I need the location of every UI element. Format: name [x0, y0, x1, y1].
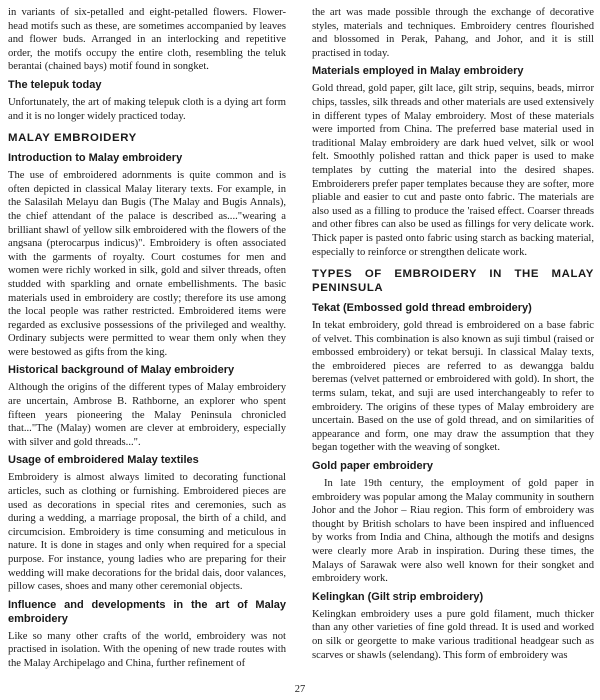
- kelingkan-paragraph: Kelingkan embroidery uses a pure gold filament, much thicker than any other varieties of fine gold thread. It is used and worked on silk or georgette to make various traditional headgear such as scarves or shawls (selendang). This form of embroidery was: [312, 608, 594, 661]
- heading-kelingkan: Kelingkan (Gilt strip embroidery): [312, 590, 484, 603]
- section-heading-malay-embroidery: MALAY EMBROIDERY: [8, 132, 137, 145]
- heading-usage: Usage of embroidered Malay textiles: [8, 454, 199, 467]
- right-column: [312, 6, 594, 665]
- heading-telepuk-today: The telepuk today: [8, 78, 102, 91]
- materials-paragraph: Gold thread, gold paper, gilt lace, gilt strip, sequins, beads, mirror chips, tassles, silk threads and other materials are used extensively in different types of Malay embroidery. Most of these materials were imported from China. The preferred base material used in traditional Malay embroidery are dark hued velvet, silk or wool felt. Smoothly polished rattan and thick paper is used to make templates by cutting the material into the desired shapes. Embroiderers prefer paper templates because they are softer, more pliable and easier to cut and paste onto fabric. The materials are also used as a filling to produce the 'raised effect. Coarser threads and other fibres can also be used as fillings for very delicate work. Thick paper is pasted onto fabric using starch as backing material, especially to reinforce or strengthen delicate work.: [312, 83, 594, 258]
- heading-materials: Materials employed in Malay embroidery: [312, 65, 524, 78]
- heading-introduction: Introduction to Malay embroidery: [8, 152, 183, 165]
- telepuk-paragraph: Unfortunately, the art of making telepuk cloth is a dying art form and it is no longer widely practiced today.: [8, 96, 286, 122]
- usage-paragraph: Embroidery is almost always limited to decorating functional articles, such as clothing or furnishing. Embroidered pieces are used as decorations in special rites and ceremonies, such as during a wedding, a marriage proposal, the birth of a child, and circumcision. Embroidery is time consuming and meticulous in nature. It is done in stages and only when required for a special purpose. For instance, young ladies who are preparing for their wedding will make decorations for the bridal dais, door valances, pillow cases, shoes and many other ceremonial objects.: [8, 472, 286, 593]
- heading-influence: Influence and developments in the art of Malay embroidery: [8, 598, 286, 625]
- intro-paragraph: in variants of six-petalled and eight-petalled flowers. Flower-head motifs such as these, are sometimes accompanied by leaves and flower buds. Arranged in an interlocking and repetitive order, the motifs occupy the entire cloth, resembling the teluk berantai (chained bays) motif found in songket.: [8, 7, 286, 73]
- gold-paper-paragraph: In late 19th century, the employment of gold paper in embroidery was popular among the Malay community in southern Johor and the Johor – Riau region. This form of embroidery was thought by British scholars to have been inspired and influenced by works from India and China, although the motifs and designs were clearly more Arab in inspiration. During these times, the Malays of Sarawak were also well known for their songket and embroidery work.: [312, 478, 594, 585]
- heading-gold-paper: Gold paper embroidery: [312, 460, 434, 473]
- influence-paragraph: Like so many other crafts of the world, embroidery was not practised in isolation. With the opening of new trade routes with the Malay Archipelago and China, further refinement of: [8, 630, 286, 669]
- history-paragraph: Although the origins of the different types of Malay embroidery are uncertain, Ambrose B. Rathborne, an explorer who spent fifteen years pioneering the Malay Peninsula chronicled that..."The (Malay) women are clever at embroidery, especially with silver and gold threads...".: [8, 382, 286, 448]
- introduction-paragraph: The use of embroidered adornments is quite common and is often depicted in classical Malay literary texts. For example, in the Salasilah Melayu dan Bugis (The Malay and Bugis Annals), the chief attendant of the palace is described as...."wearing a brilliant shawl of yellow silk embroidered with the flowers of the angsana (pterocarpus indicus)". Embroidery is often associated with the garments of royalty. Court costumes for men and women were richly worked in silk, gold and silver threads, often studded with sparkling and ornate embellishments. The basic materials used in embroidery are costly; therefore its use among the local people was rather restricted. Embroidered items were regarded as exclusive possessions of the privileged and wealthy. Ordinary subjects were permitted to wear them only when they were bestowed as gifts from the king.: [8, 170, 286, 358]
- left-column: [8, 6, 286, 674]
- heading-tekat: Tekat (Embossed gold thread embroidery): [312, 302, 532, 315]
- heading-historical-background: Historical background of Malay embroidery: [8, 364, 235, 377]
- page-number: 27: [294, 684, 306, 695]
- section-heading-types: TYPES OF EMBROIDERY IN THE MALAY PENINSULA: [312, 268, 594, 295]
- tekat-paragraph: In tekat embroidery, gold thread is embroidered on a base fabric of velvet. This combination is also known as suji timbul (raised or embossed embroidery) or tekat bersuji. In classical Malay texts, the embroidered pieces are referred to as dewangga baldu beremas (velvet patterned or embroidered with gold). In short, the terms sulam, tekat, and suji are used interchangeably to refer to embroidery. The origins of these types of Malay embroidery are uncertain. Based on the use of gold thread, and on similarities of appearance and form, one may draw the assumption that they began together with the weaving of songket.: [312, 320, 594, 454]
- continuation-paragraph: the art was made possible through the exchange of decorative styles, materials and techniques. Embroidery centres flourished and blossomed in Perak, Pahang, and Johor, and it is still practised in today.: [312, 7, 594, 59]
